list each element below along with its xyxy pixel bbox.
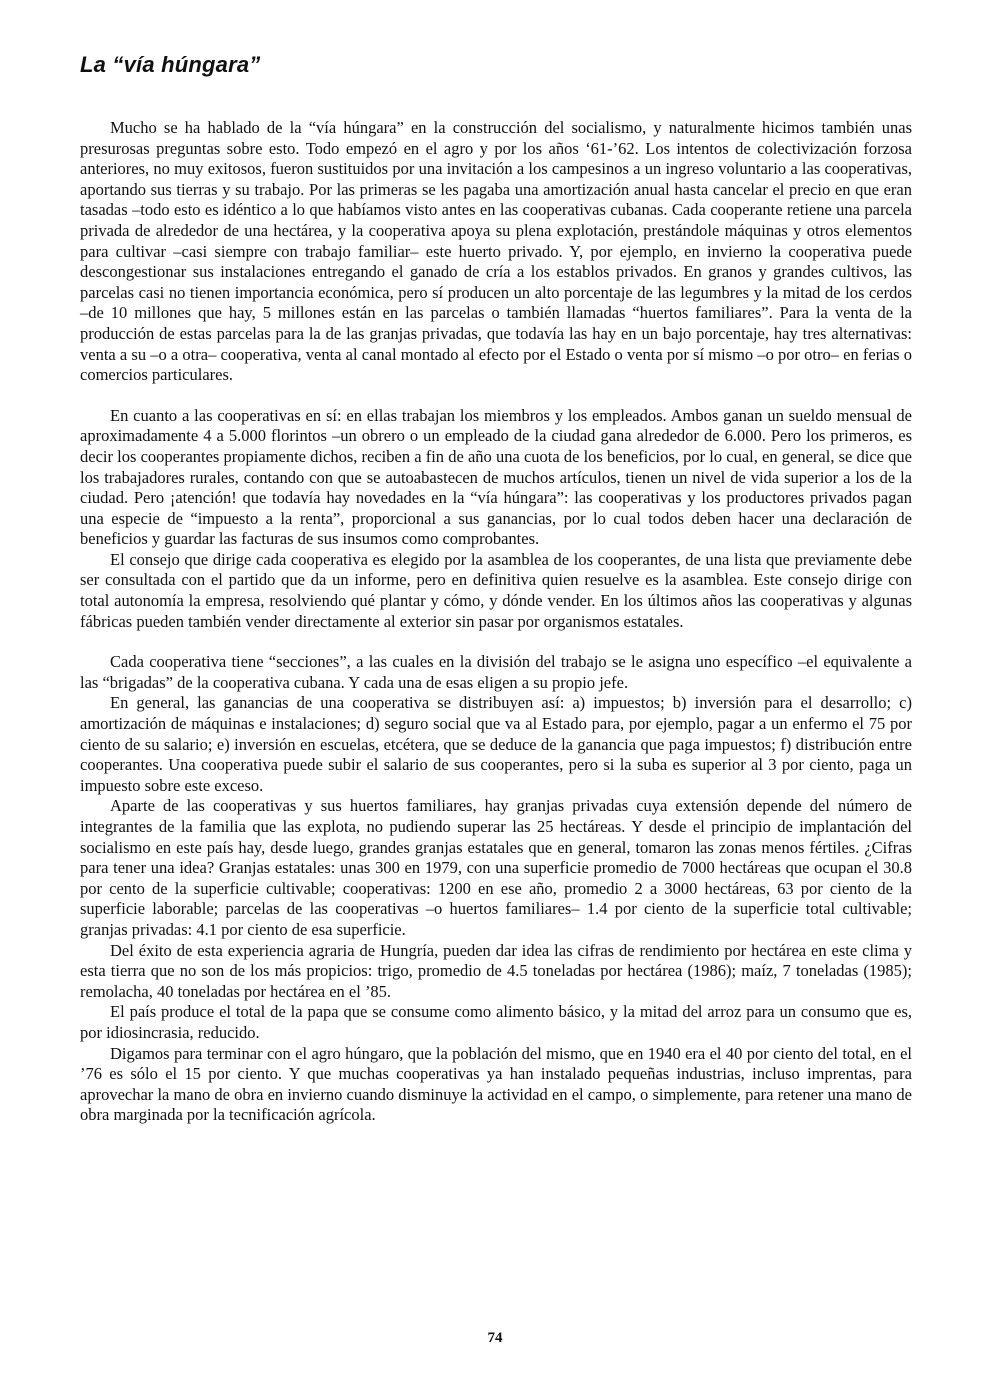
paragraph: Digamos para terminar con el agro húngaro, que la población del mismo, que en 1940 era el 40 por ciento del total, en el ’76 es sólo el 15 por ciento. Y que muchas cooperativas ya han instalado pequeñas industrias, incluso imprentas, para aprovechar la mano de obra en invierno cuando disminuye la actividad en el campo, o simplemente, para retener una mano de obra marginada por la tecnificación agrícola.	[80, 1043, 912, 1125]
body-text	[80, 118, 912, 1126]
paragraph: Cada cooperativa tiene “secciones”, a las cuales en la división del trabajo se le asigna uno específico –el equivalente a las “brigadas” de la cooperativa cubana. Y cada una de esas eligen a su propio jefe.	[80, 652, 912, 692]
paragraph: El país produce el total de la papa que se consume como alimento básico, y la mitad del arroz para un consumo que es, por idiosincrasia, reducido.	[80, 1002, 912, 1042]
paragraph: Del éxito de esta experiencia agraria de Hungría, pueden dar idea las cifras de rendimiento por hectárea en este clima y esta tierra que no son de los más propicios: trigo, promedio de 4.5 toneladas por hectárea (1986); maíz, 7 toneladas (1985); remolacha, 40 toneladas por hectárea en el ’85.	[80, 940, 912, 1001]
paragraph: Aparte de las cooperativas y sus huertos familiares, hay granjas privadas cuya extensión depende del número de integrantes de la familia que las explota, no pudiendo superar las 25 hectáreas. Y desde el principio de implantación del socialismo en este país hay, desde luego, grandes granjas estatales que en general, tomaron las zonas menos fértiles. ¿Cifras para tener una idea? Granjas estatales: unas 300 en 1979, con una superficie promedio de 7000 hectáreas que ocupan el 30.8 por cento de la superficie cultivable; cooperativas: 1200 en ese año, promedio 2 a 3000 hectáreas, 63 por ciento de la superficie laborable; parcelas de las cooperativas –o huertos familiares– 1.4 por ciento de la superficie total cultivable; granjas privadas: 4.1 por ciento de esa superficie.	[80, 796, 912, 939]
section-title: La “vía húngara”	[80, 52, 261, 77]
paragraph: En general, las ganancias de una cooperativa se distribuyen así: a) impuestos; b) inversión para el desarrollo; c) amortización de máquinas e instalaciones; d) seguro social que va al Estado para, por ejemplo, pagar a un enfermo el 75 por ciento de su salario; e) inversión en escuelas, etcétera, que se deduce de la ganancia que paga impuestos; f) distribución entre cooperantes. Una cooperativa puede subir el salario de sus cooperantes, pero si la suba es superior al 3 por ciento, paga un impuesto sobre este exceso.	[80, 693, 912, 795]
page-number: 74	[487, 1330, 503, 1346]
paragraph: El consejo que dirige cada cooperativa es elegido por la asamblea de los cooperantes, de una lista que previamente debe ser consultada con el partido que da un informe, pero en definitiva quien resuelve es la asamblea. Este consejo dirige con total autonomía la empresa, resolviendo qué plantar y cómo, y dónde vender. En los últimos años las cooperativas y algunas fábricas pueden también vender directamente al exterior sin pasar por organismos estatales.	[80, 549, 912, 631]
paragraph: Mucho se ha hablado de la “vía húngara” en la construcción del socialismo, y naturalmente hicimos también unas presurosas preguntas sobre esto. Todo empezó en el agro y por los años ‘61-’62. Los intentos de colectivización forzosa anteriores, no muy exitosos, fueron sustituidos por una invitación a los campesinos a un ingreso voluntario a las cooperativas, aportando sus tierras y su trabajo. Por las primeras se les pagaba una amortización anual hasta cancelar el precio en que eran tasadas –todo esto es idéntico a lo que habíamos visto antes en las cooperativas cubanas. Cada cooperante retiene una parcela privada de alrededor de una hectárea, y la cooperativa apoya su plena explotación, prestándole máquinas y otros elementos para cultivar –casi siempre con trabajo familiar– este huerto privado. Y, por ejemplo, en invierno la cooperativa puede descongestionar sus instalaciones entregando el ganado de cría a los establos privados. En granos y grandes cultivos, las parcelas casi no tienen importancia económica, pero sí producen un alto porcentaje de las legumbres y la mitad de los cerdos –de 10 millones que hay, 5 millones están en las parcelas o también llamadas “huertos familiares”. Para la venta de la producción de estas parcelas para la de las granjas privadas, que todavía las hay en un bajo porcentaje, hay tres alternativas: venta a su –o a otra– cooperativa, venta al canal montado al efecto por el Estado o venta por sí mismo –o por otro– en ferias o comercios particulares.	[80, 118, 912, 385]
paragraph: En cuanto a las cooperativas en sí: en ellas trabajan los miembros y los empleados. Ambos ganan un sueldo mensual de aproximadamente 4 a 5.000 florintos –un obrero o un empleado de la ciudad gana alrededor de 6.000. Pero los primeros, es decir los cooperantes propiamente dichos, reciben a fin de año una cuota de los beneficios, por lo cual, en general, se dice que los trabajadores rurales, contando con que se autoabastecen de muchos artículos, tienen un nivel de vida superior a los de la ciudad. Pero ¡atención! que todavía hay novedades en la “vía húngara”: las cooperativas y los productores privados pagan una especie de “impuesto a la renta”, proporcional a sus ganancias, por lo cual todos deben hacer una declaración de beneficios y guardar las facturas de sus insumos como comprobantes.	[80, 405, 912, 549]
